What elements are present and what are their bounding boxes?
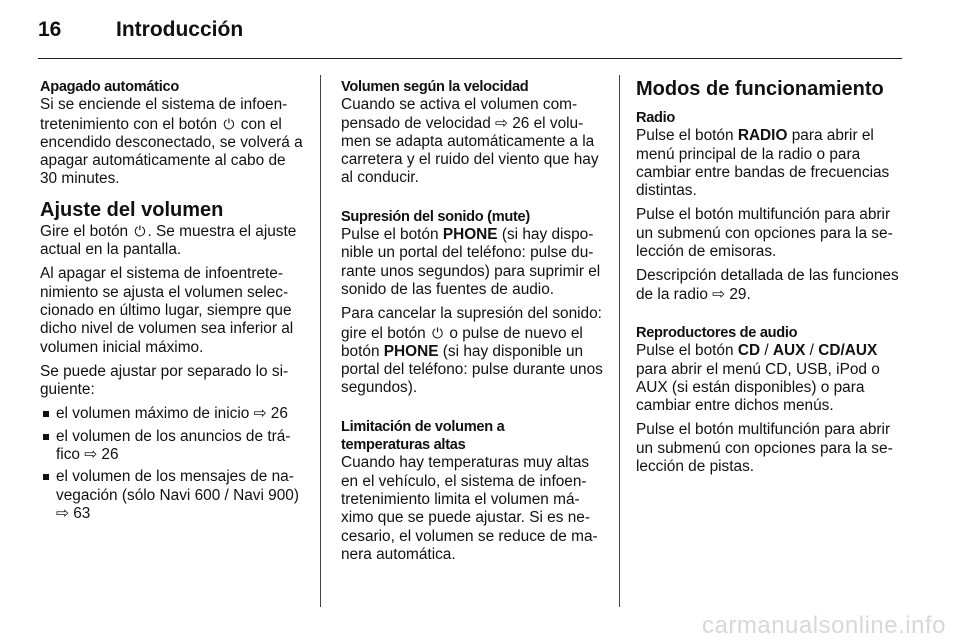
page-reference[interactable]: 26 (270, 405, 288, 423)
reference-arrow-icon: ⇨ (84, 446, 98, 464)
list-item (40, 405, 306, 423)
header-rule (38, 58, 902, 59)
text: temperaturas altas (341, 437, 466, 454)
reference-arrow-icon: ⇨ (56, 504, 69, 522)
paragraph: Cuando hay temperaturas muy altas en el vehículo, el sistema de infoentretenimiento limita el volumen máximo que se puede ajustar. Si es necesario, el volumen se reduce de manera automática. (341, 454, 598, 563)
text: para abrir el menú CD, USB, iPod o AUX (si están disponibles) o para cambiar entre dichos menús. (636, 360, 880, 415)
text: con el encendido desconectado, se volverá a apagar automáticamente al cabo de 30 minutes. (40, 115, 303, 188)
subheading-radio: Radio (636, 110, 676, 126)
text: . Se muestra el ajuste actual en la pantalla. (40, 222, 297, 259)
text: Si se enciende el sistema de infoentretenimiento con el botón (40, 96, 288, 133)
bullet-icon (43, 434, 49, 440)
cd-button-label: CD (737, 342, 761, 360)
paragraph (636, 342, 902, 415)
text: el volumen se adapta automáticamente a la carretera y el ruido del viento que hay al conducir. (341, 114, 599, 187)
power-knob-icon: ⏻ (432, 324, 444, 341)
text: para abrir el menú principal de la radio o para cambiar entre bandas de frecuencias distintas. (636, 127, 890, 200)
page-reference[interactable]: 63 (73, 504, 91, 522)
power-knob-icon: ⏻ (134, 222, 146, 239)
text: Limitación de volumen a (341, 418, 505, 435)
text: Gire el botón (40, 222, 133, 240)
text: o pulse de nuevo el botón (341, 324, 583, 360)
aux-button-label: AUX (772, 342, 806, 360)
page-number: 16 (38, 18, 62, 41)
text: (si hay disponible un portal del teléfono: pulse durante unos segundos) para suprimir el sonido de las fuentes de audio. (341, 226, 601, 298)
paragraph (636, 267, 902, 304)
cd-aux-button-label: CD/AUX (818, 342, 878, 360)
text: Pulse el botón (341, 226, 443, 244)
text: Pulse el botón (636, 342, 738, 360)
text: Para cancelar la supresión del sonido: gire el botón (341, 305, 602, 342)
radio-button-label: RADIO (737, 127, 788, 145)
list-item (40, 428, 306, 465)
section-heading-apagado: Apagado automático (40, 79, 179, 95)
section-heading-modos: Modos de funcionamiento (636, 78, 884, 100)
list-item (40, 468, 306, 523)
phone-button-label: PHONE (383, 342, 439, 360)
watermark: carmanualsonline.info (702, 612, 946, 639)
column-divider (619, 75, 620, 607)
paragraph: Al apagar el sistema de infoentretenimiento se ajusta el volumen seleccionado en último lugar, siempre que dicho nivel de volumen sea inferior al volumen inicial máximo. (40, 265, 294, 356)
reference-arrow-icon: ⇨ (253, 405, 267, 423)
phone-button-label: PHONE (442, 226, 498, 244)
paragraph (40, 222, 306, 260)
text: Cuando se activa el volumen compensado de velocidad (341, 96, 578, 132)
column-middle (341, 78, 604, 570)
text: el volumen de los anuncios de tráfico (56, 427, 291, 464)
page-header (38, 18, 902, 42)
paragraph (636, 127, 902, 200)
bullet-icon (43, 474, 49, 480)
text: el volumen de los mensajes de navegación (sólo Navi 600 / Navi 900) (56, 468, 299, 504)
section-heading-ajuste: Ajuste del volumen (40, 198, 224, 221)
paragraph (341, 226, 604, 299)
column-divider (320, 75, 321, 607)
text: Descripción detallada de las funciones de la radio (636, 267, 899, 303)
text: el volumen máximo de inicio (56, 405, 254, 423)
column-right (636, 78, 902, 482)
text: (si hay disponible un portal del teléfono: pulse durante unos segundos). (341, 342, 603, 397)
page-reference[interactable]: 26 (101, 446, 119, 464)
separator: / (805, 342, 819, 360)
page-reference[interactable]: 29 (729, 285, 747, 303)
text: . (746, 285, 751, 303)
bullet-list (40, 405, 306, 523)
page-title: Introducción (116, 18, 244, 41)
bullet-icon (43, 411, 49, 417)
paragraph (40, 96, 306, 188)
separator: / (760, 342, 773, 360)
column-left (40, 78, 306, 527)
paragraph (341, 96, 604, 187)
text: Pulse el botón (636, 127, 738, 145)
section-heading-temperatura (341, 418, 604, 455)
power-knob-icon: ⏻ (223, 115, 235, 132)
paragraph: Pulse el botón multifunción para abrir un submenú con opciones para la selección de pistas. (636, 421, 893, 476)
paragraph: Pulse el botón multifunción para abrir un submenú con opciones para la selección de emisoras. (636, 206, 893, 261)
reference-arrow-icon: ⇨ (495, 114, 508, 132)
section-heading-mute: Supresión del sonido (mute) (341, 208, 530, 225)
paragraph: Se puede ajustar por separado lo siguiente: (40, 362, 289, 399)
subheading-audio: Reproductores de audio (636, 324, 798, 341)
page-reference[interactable]: 26 (512, 114, 530, 132)
section-heading-velocidad: Volumen según la velocidad (341, 79, 529, 95)
paragraph (341, 305, 604, 397)
reference-arrow-icon: ⇨ (712, 285, 726, 303)
